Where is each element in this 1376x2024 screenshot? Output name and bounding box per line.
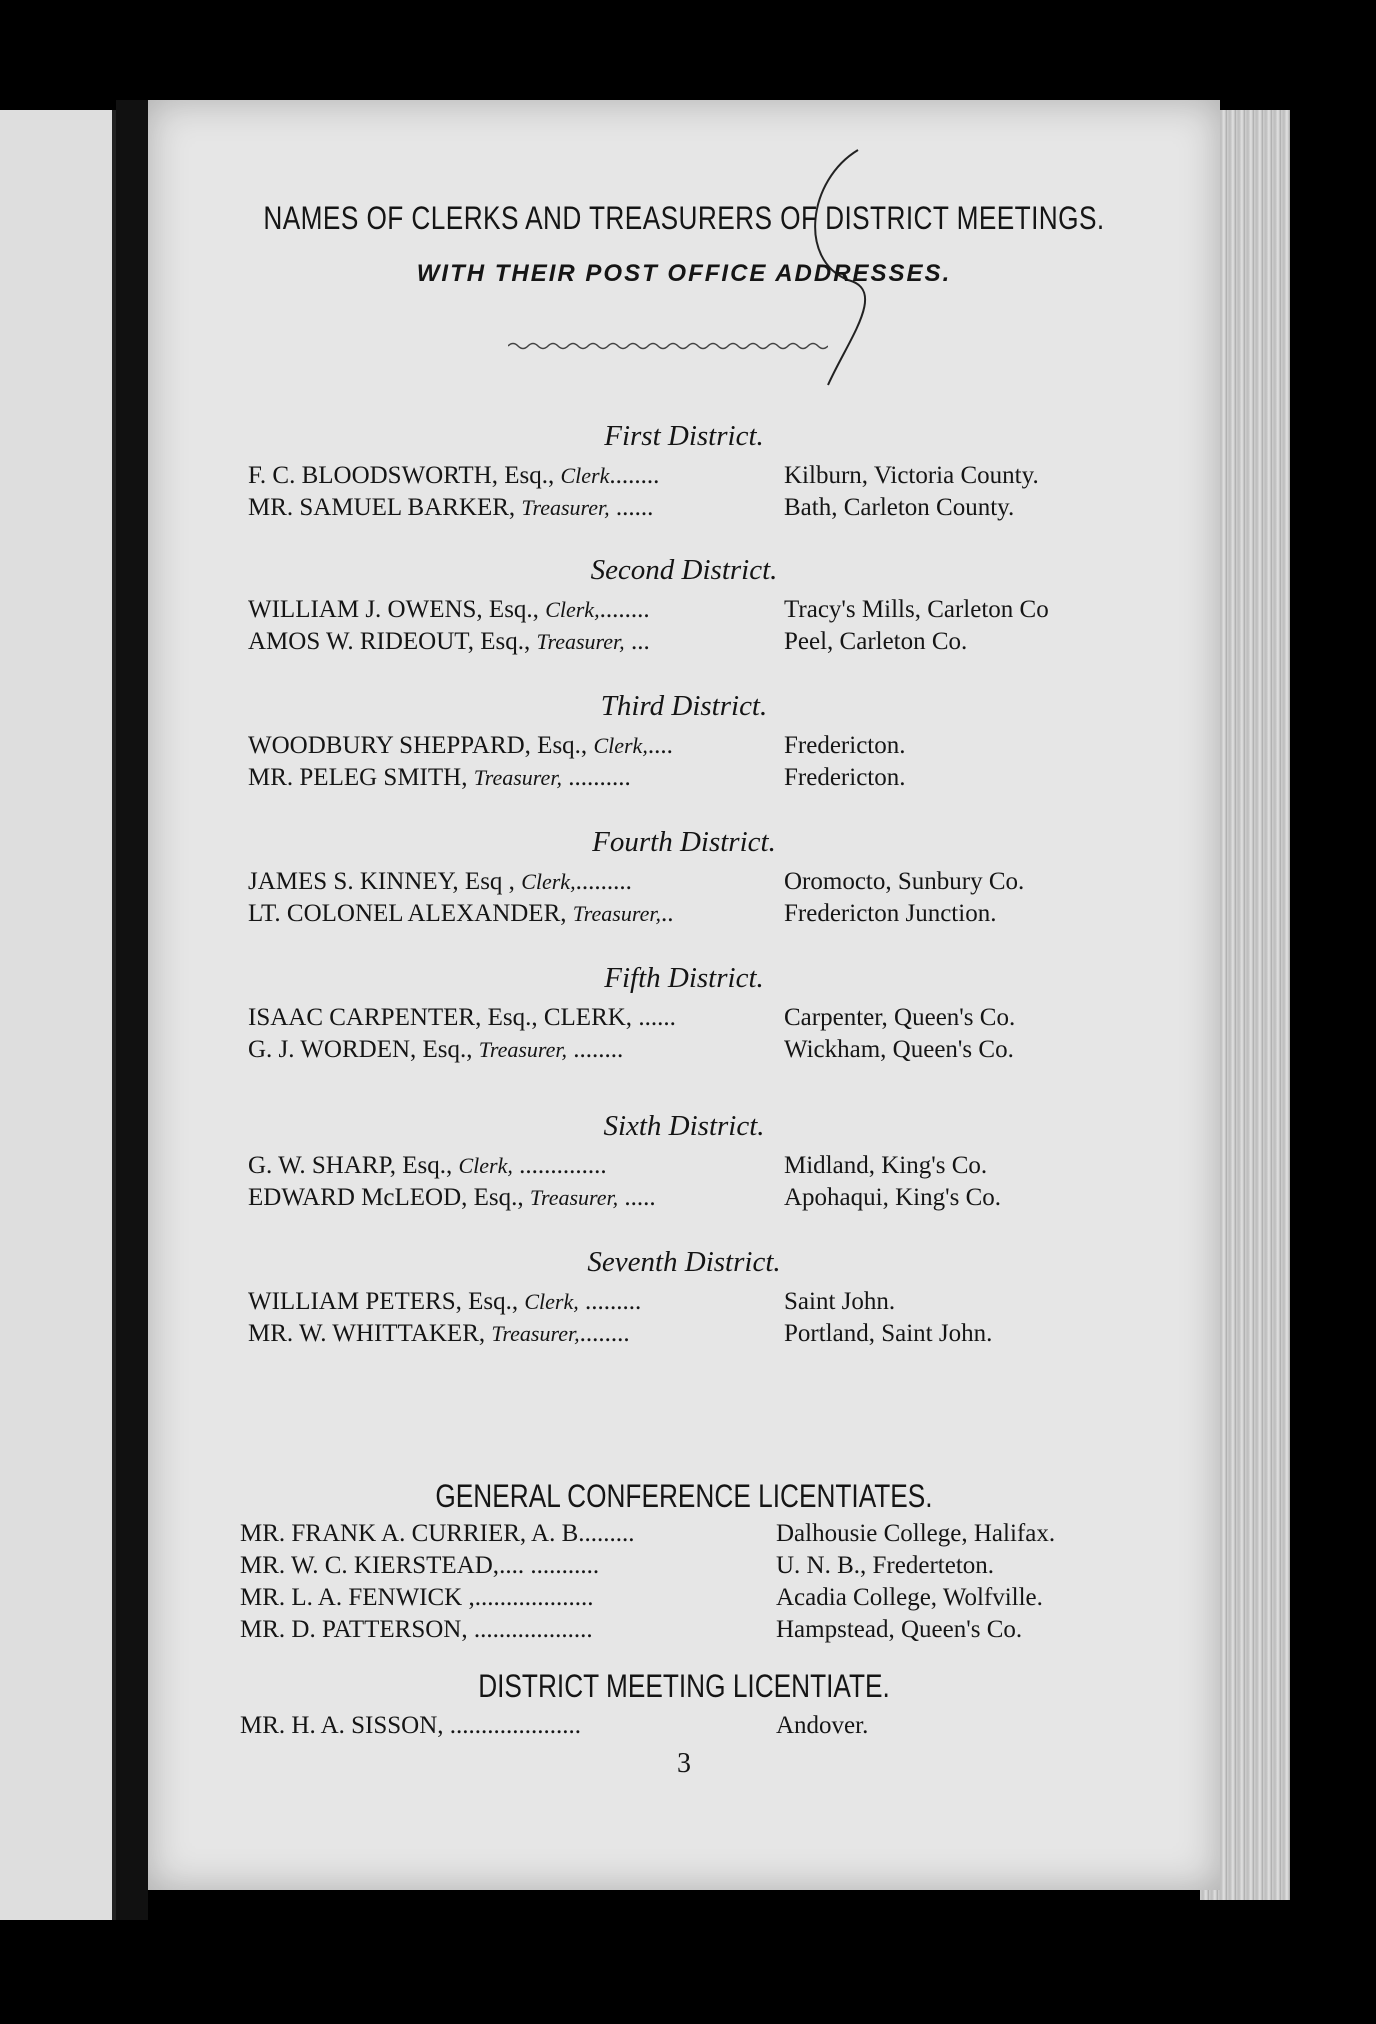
directory-entry: G. J. WORDEN, Esq., Treasurer, ........ Wickham, Queen's Co. — [248, 1036, 1014, 1063]
district-heading: Seventh District. — [587, 1246, 781, 1278]
licentiates-heading: GENERAL CONFERENCE LICENTIATES. — [435, 1478, 933, 1514]
directory-entry: JAMES S. KINNEY, Esq , Clerk,......... Oromocto, Sunbury Co. — [248, 868, 1025, 895]
directory-entry: F. C. BLOODSWORTH, Esq., Clerk........ Kilburn, Victoria County. — [248, 462, 1039, 489]
directory-entry: EDWARD McLEOD, Esq., Treasurer, ..... Apohaqui, King's Co. — [248, 1184, 1002, 1211]
directory-entry: WOODBURY SHEPPARD, Esq., Clerk,.... Fredericton. — [248, 732, 906, 759]
licentiate-entry: MR. FRANK A. CURRIER, A. B......... Dalhousie College, Halifax. — [240, 1520, 1056, 1547]
licentiate-entry: MR. L. A. FENWICK ,................... Acadia College, Wolfville. — [240, 1584, 1043, 1611]
book-page — [148, 100, 1220, 1890]
district-licentiate-heading: DISTRICT MEETING LICENTIATE. — [478, 1668, 890, 1704]
district-heading: Second District. — [590, 554, 778, 586]
district-heading: Third District. — [600, 690, 768, 722]
directory-entry: G. W. SHARP, Esq., Clerk, .............. Midland, King's Co. — [248, 1152, 988, 1179]
directory-entry: WILLIAM J. OWENS, Esq., Clerk,........ Tracy's Mills, Carleton Co — [248, 596, 1049, 623]
district-heading: Fifth District. — [604, 962, 764, 994]
page-title: NAMES OF CLERKS AND TREASURERS OF DISTRICT MEETINGS. — [263, 200, 1105, 236]
directory-entry: AMOS W. RIDEOUT, Esq., Treasurer, ... Peel, Carleton Co. — [248, 628, 968, 655]
facing-page-edge — [0, 110, 116, 1920]
directory-entry: WILLIAM PETERS, Esq., Clerk, ......... Saint John. — [248, 1288, 896, 1315]
page-subtitle: WITH THEIR POST OFFICE ADDRESSES. — [416, 260, 952, 287]
district-heading: Sixth District. — [603, 1110, 765, 1142]
licentiate-entry: MR. D. PATTERSON, ................... Hampstead, Queen's Co. — [240, 1616, 1023, 1643]
directory-entry: MR. SAMUEL BARKER, Treasurer, ...... Bath, Carleton County. — [248, 494, 1015, 521]
directory-entry: MR. W. WHITTAKER, Treasurer,........ Portland, Saint John. — [248, 1320, 993, 1347]
decorative-wavy-rule — [508, 340, 828, 352]
directory-entry: LT. COLONEL ALEXANDER, Treasurer,.. Fredericton Junction. — [248, 900, 997, 927]
district-heading: First District. — [604, 420, 764, 452]
page-number: 3 — [677, 1748, 691, 1779]
district-heading: Fourth District. — [592, 826, 776, 858]
licentiate-entry: MR. W. C. KIERSTEAD,.... ........... U. N. B., Frederteton. — [240, 1552, 995, 1579]
directory-entry: MR. PELEG SMITH, Treasurer, .......... Fredericton. — [248, 764, 906, 791]
licentiate-entry: MR. H. A. SISSON, ..................... Andover. — [240, 1712, 869, 1739]
directory-entry: ISAAC CARPENTER, Esq., CLERK, ...... Carpenter, Queen's Co. — [248, 1004, 1016, 1031]
book-gutter — [116, 100, 148, 1920]
